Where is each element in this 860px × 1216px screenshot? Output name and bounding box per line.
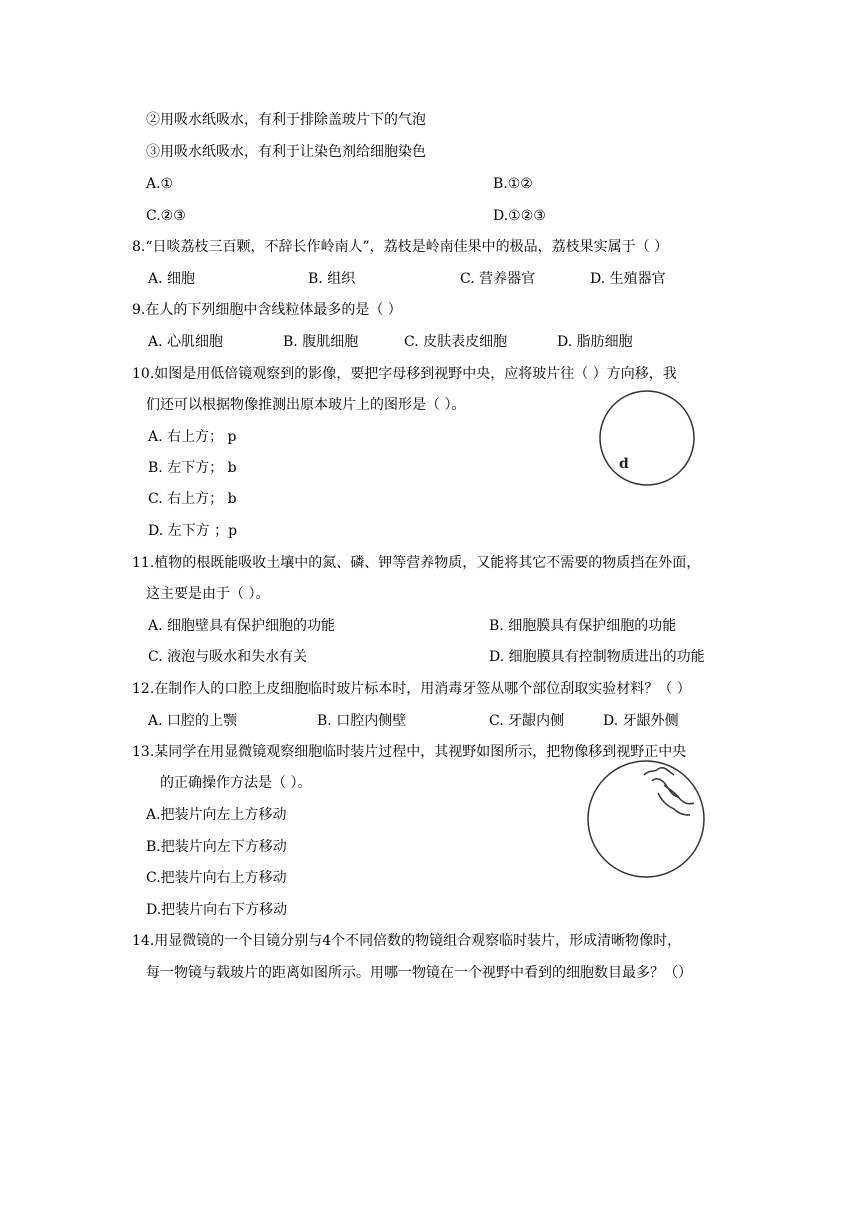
q9-option-b: B. 腹肌细胞 <box>283 334 359 350</box>
q8-option-d: D. 生殖器官 <box>590 271 666 287</box>
q11-option-c: C. 液泡与吸水和失水有关 <box>148 649 308 665</box>
q8-option-a: A. 细胞 <box>148 271 196 287</box>
q10-figure-letter: d <box>619 456 629 472</box>
q13-cell-outline-2 <box>658 785 694 815</box>
q13-field-of-view-figure <box>582 755 710 883</box>
q10-stem-line2: 们还可以根据物像推测出原本玻片上的图形是（ ）。 <box>146 397 466 413</box>
q10-field-of-view-figure <box>592 388 702 490</box>
q14-stem-line2: 每一物镜与载玻片的距离如图所示。用哪一物镜在一个视野中看到的细胞数目最多？（） <box>146 965 692 981</box>
q7-statement-3: ③用吸水纸吸水，有利于让染色剂给细胞染色 <box>146 144 426 160</box>
q8-option-b: B. 组织 <box>308 271 356 287</box>
q12-option-b: B. 口腔内侧壁 <box>317 713 407 729</box>
q9-option-d: D. 脂肪细胞 <box>557 334 633 350</box>
q11-option-d: D. 细胞膜具有控制物质进出的功能 <box>489 649 705 665</box>
q10-option-a: A. 右上方； p <box>148 429 237 445</box>
q13-option-a: A.把装片向左上方移动 <box>146 807 287 823</box>
q13-option-c: C.把装片向右上方移动 <box>146 870 287 886</box>
q11-stem-line1: 11.植物的根既能吸收土壤中的氮、磷、钾等营养物质，又能将其它不需要的物质挡在外面， <box>132 555 701 571</box>
q7-option-a: A.① <box>146 176 174 192</box>
q14-stem-line1: 14.用显微镜的一个目镜分别与4个不同倍数的物镜组合观察临时装片，形成清晰物像时， <box>132 933 682 949</box>
q8-option-c: C. 营养器官 <box>460 271 536 287</box>
q8-stem: 8.“日啖荔枝三百颗，不辞长作岭南人”，荔枝是岭南佳果中的极品，荔枝果实属于（ ） <box>132 239 669 255</box>
q10-option-d: D. 左下方 ；p <box>148 523 238 539</box>
q11-stem-line2: 这主要是由于（ ）。 <box>146 586 270 602</box>
q12-option-a: A. 口腔的上颚 <box>148 713 238 729</box>
q10-option-c: C. 右上方； b <box>148 491 237 507</box>
q11-option-a: A. 细胞壁具有保护细胞的功能 <box>148 618 336 634</box>
q7-statement-2: ②用吸水纸吸水，有利于排除盖玻片下的气泡 <box>146 112 426 128</box>
q9-stem: 9.在人的下列细胞中含线粒体最多的是（ ） <box>132 302 402 318</box>
q13-stem-line1: 13.某同学在用显微镜观察细胞临时装片过程中，其视野如图所示，把物像移到视野正中央 <box>132 744 687 760</box>
q12-option-d: D. 牙龈外侧 <box>603 713 679 729</box>
q9-option-a: A. 心肌细胞 <box>148 334 224 350</box>
q13-stem-line2: 的正确操作方法是（ ）。 <box>160 775 312 791</box>
q10-option-b: B. 左下方； b <box>148 460 237 476</box>
q12-stem: 12.在制作人的口腔上皮细胞临时玻片标本时，用消毒牙签从哪个部位刮取实验材料？（ ） <box>132 681 691 697</box>
q10-stem-line1: 10.如图是用低倍镜观察到的影像，要把字母移到视野中央，应将玻片往（ ）方向移，我 <box>132 366 677 382</box>
q12-option-c: C. 牙龈内侧 <box>489 713 565 729</box>
q11-option-b: B. 细胞膜具有保护细胞的功能 <box>489 618 677 634</box>
q7-option-c: C.②③ <box>146 208 186 224</box>
q13-option-d: D.把装片向右下方移动 <box>146 902 288 918</box>
q7-option-d: D.①②③ <box>493 208 546 224</box>
q13-option-b: B.把装片向左下方移动 <box>146 839 287 855</box>
q9-option-c: C. 皮肤表皮细胞 <box>404 334 508 350</box>
q7-option-b: B.①② <box>493 176 533 192</box>
